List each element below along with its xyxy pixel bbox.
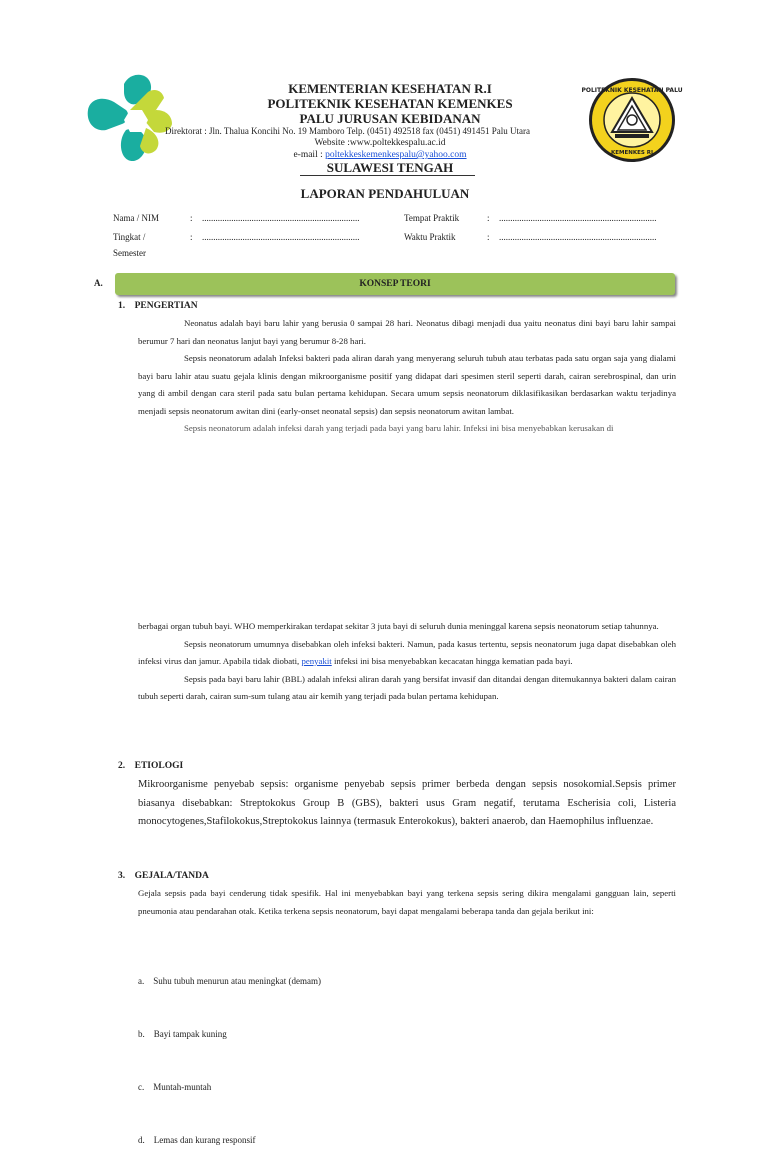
header-address: Direktorat : Jln. Thalua Koncihi No. 19 Mamboro Telp. (0451) 492518 fax (0451) 491451 Palu Utara — [165, 126, 530, 136]
nama-field[interactable]: ...................................................................... — [202, 213, 360, 223]
pengertian-p3: Sepsis neonatorum adalah infeksi darah yang terjadi pada bayi yang baru lahir. Infeksi ini bisa menyebabkan kerusakan di — [184, 423, 614, 433]
tempat-colon: : — [487, 213, 490, 223]
report-title: LAPORAN PENDAHULUAN — [300, 186, 470, 201]
list-item: c. Muntah-muntah — [138, 1082, 212, 1092]
waktu-field[interactable]: ...................................................................... — [499, 232, 657, 242]
tempat-label: Tempat Praktik — [404, 213, 460, 223]
list-item: b. Bayi tampak kuning — [138, 1029, 227, 1039]
seal-bottom-text: KEMENKES RI — [610, 150, 654, 156]
waktu-label: Waktu Praktik — [404, 232, 456, 242]
penyakit-link[interactable]: penyakit — [301, 656, 332, 666]
header-department: PALU JURUSAN KEBIDANAN — [299, 111, 481, 126]
gejala-list — [138, 940, 538, 1170]
section-gejala-title: 3. GEJALA/TANDA — [118, 871, 209, 881]
header-region: SULAWESI TENGAH — [326, 160, 454, 175]
email-label: e-mail : — [293, 150, 326, 160]
header-underline — [300, 175, 475, 176]
tingkat-colon: : — [190, 232, 193, 242]
poltekkes-palu-seal — [581, 76, 683, 164]
pengertian-p4: berbagai organ tubuh bayi. WHO memperkirakan terdapat sekitar 3 juta bayi di seluruh dunia meninggal karena sepsis neonatorum setiap tahunnya. — [138, 621, 659, 631]
section-letter: A. — [94, 278, 103, 288]
header-email-line — [230, 150, 530, 160]
gejala-paragraph: Gejala sepsis pada bayi cenderung tidak spesifik. Hal ini menyebabkan bayi yang terkena sepsis sering dikira mengalami gangguan lain, seperti pneumonia atau pendarahan otak. Ketika terkena sepsis neonatorum, bayi dapat mengalami beberapa tanda dan gejala berikut ini: — [138, 888, 676, 916]
tempat-field[interactable]: ...................................................................... — [499, 213, 657, 223]
header-ministry: KEMENTERIAN KESEHATAN R.I — [288, 81, 492, 96]
kemenkes-logo — [86, 70, 176, 166]
list-item: a. Suhu tubuh menurun atau meningkat (demam) — [138, 976, 321, 986]
header-polytechnic: POLITEKNIK KESEHATAN KEMENKES — [267, 96, 513, 111]
pengertian-p6: Sepsis pada bayi baru lahir (BBL) adalah infeksi aliran darah yang bersifat invasif dan ditandai dengan ditemukannya bakteri dalam cairan tubuh seperti darah, cairan sum-sum tulang atau air kemih yang terjadi pada bulan pertama kehidupan. — [138, 673, 676, 701]
semester-label: Semester — [113, 248, 146, 258]
konsep-teori-banner: KONSEP TEORI — [115, 273, 675, 295]
header-website: Website :www.poltekkespalu.ac.id — [314, 138, 446, 148]
tingkat-label: Tingkat / — [113, 232, 146, 242]
seal-top-text: POLITEKNIK KESEHATAN PALU — [581, 87, 683, 94]
waktu-colon: : — [487, 232, 490, 242]
section-pengertian-title: 1. PENGERTIAN — [118, 301, 198, 311]
nama-label: Nama / NIM — [113, 213, 159, 223]
section-etiologi-title: 2. ETIOLOGI — [118, 761, 184, 771]
email-link[interactable]: poltekkeskemenkespalu@yahoo.com — [325, 150, 467, 160]
pengertian-p5: Sepsis neonatorum umumnya disebabkan oleh infeksi bakteri. Namun, pada kasus tertentu, sepsis neonatorum juga dapat disebabkan oleh infeksi virus dan jamur. Apabila tidak diobati, penyakit infeksi ini bisa menyebabkan kecacatan hingga kematian pada bayi. — [138, 638, 676, 666]
pengertian-block-1 — [138, 315, 676, 438]
pengertian-p2: Sepsis neonatorum adalah Infeksi bakteri pada aliran darah yang menyerang seluruh tubuh atau terbatas pada satu organ saja yang dialami bayi baru lahir atau suatu gejala klinis dengan mikroorganisme positif yang didapat dari spesimen steril seperti darah, cairan serebrospinal, dan urin yang di ambil dengan cara steril pada satu bulan pertama kehidupan. Secara umum sepsis neonatorum diklasifikasikan berdasarkan waktu terjadinya menjadi sepsis neonatorum awitan dini (early-onset neonatal sepsis) dan sepsis neonatorum awitan lambat. — [138, 353, 676, 416]
tingkat-field[interactable]: ...................................................................... — [202, 232, 360, 242]
etiologi-paragraph: Mikroorganisme penyebab sepsis: organisme penyebab sepsis primer berbeda dengan sepsis nosokomial.Sepsis primer biasanya disebabkan: Streptokokus Group B (GBS), bakteri usus Gram negatif, terutama Escherisia coli, Listeria monocytogenes,Stafilokokus,Streptokokus lainnya (termasuk Enterokokus), bakteri anaerob, dan Haemophilus influenzae. — [138, 779, 676, 827]
pengertian-block-2 — [138, 618, 676, 706]
nama-colon: : — [190, 213, 193, 223]
pengertian-p1: Neonatus adalah bayi baru lahir yang berusia 0 sampai 28 hari. Neonatus dibagi menjadi dua yaitu neonatus dini bayi baru lahir sampai berumur 7 hari dan neonatus lanjut bayi yang berumur 8-28 hari. — [138, 318, 676, 346]
list-item: d. Lemas dan kurang responsif — [138, 1135, 256, 1145]
